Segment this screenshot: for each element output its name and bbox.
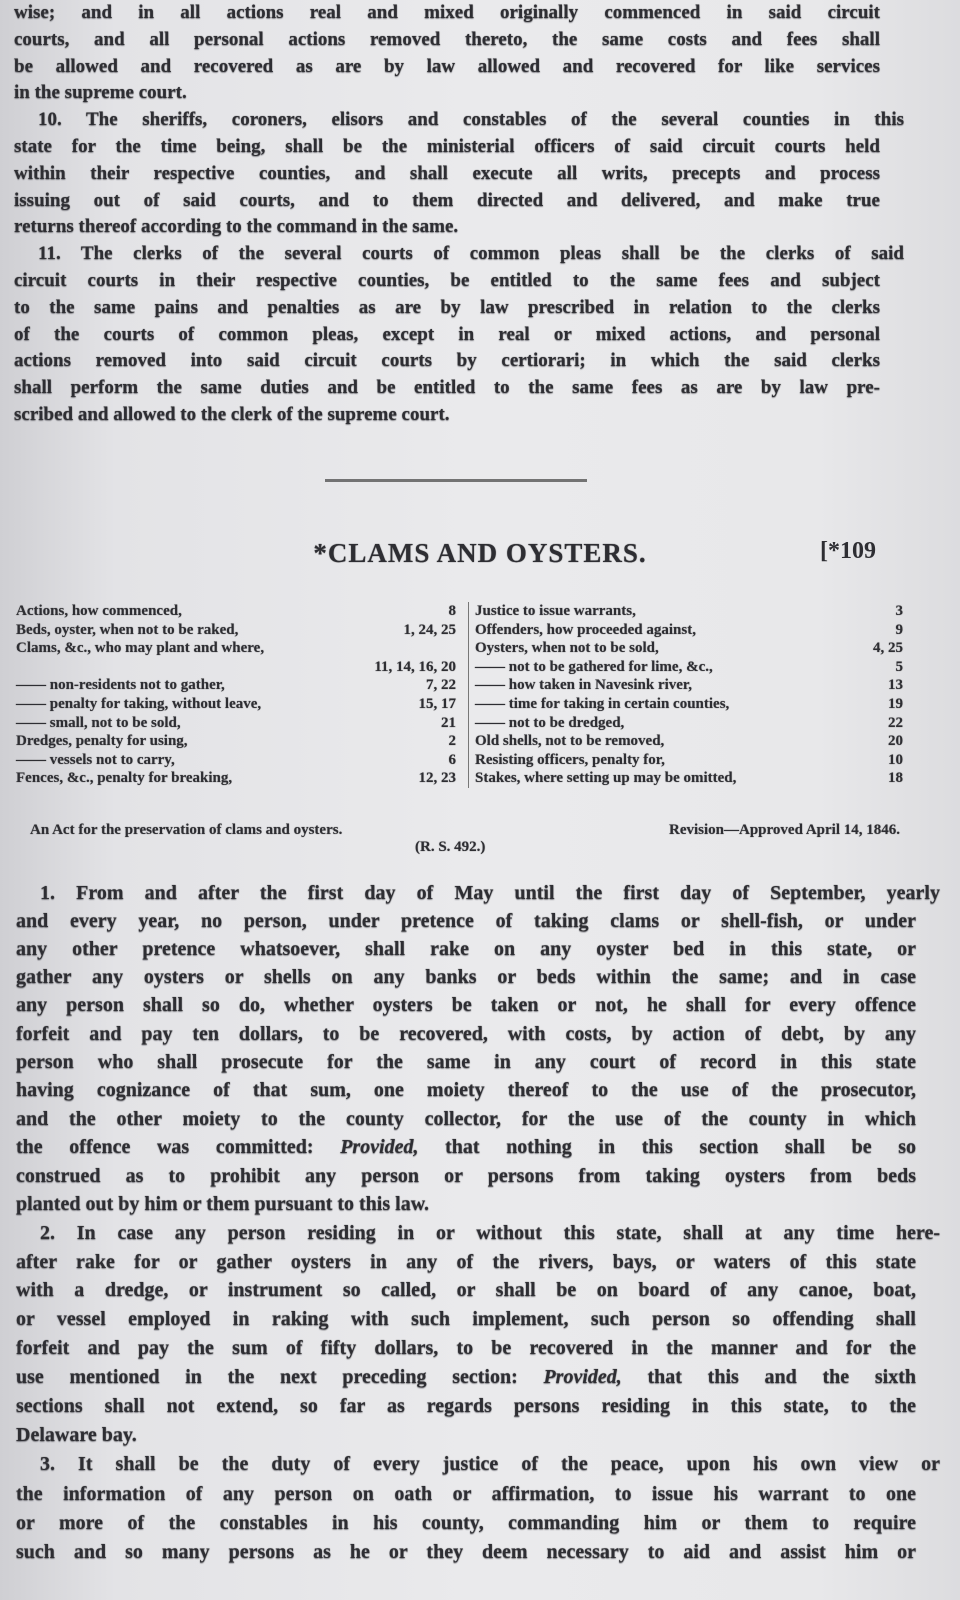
text-segment: forfeit and pay the sum of fifty dollars, to be recovered in the manner and for the — [16, 1337, 916, 1360]
index-row — [475, 621, 903, 640]
text-segment: of the courts of common pleas, except in real or mixed actions, and personal — [14, 323, 880, 345]
index-refs: 10 — [888, 751, 903, 768]
index-refs: 18 — [888, 770, 903, 787]
text-segment: within their respective counties, and shall execute all writs, precepts and process — [14, 162, 880, 184]
text-line — [14, 29, 880, 51]
index-refs: 3 — [895, 603, 903, 619]
index-right-column — [468, 602, 903, 788]
text-line — [14, 270, 880, 292]
index-refs: 7, 22 — [426, 677, 456, 694]
text-segment: state for the time being, shall be the ministerial officers of said circuit courts held — [14, 136, 880, 157]
index-refs: 8 — [448, 603, 456, 619]
text-line — [16, 1453, 940, 1476]
text-segment: wise; and in all actions real and mixed originally commenced in said circuit — [14, 2, 880, 23]
index-refs: 15, 17 — [418, 695, 456, 712]
index-refs: 6 — [448, 751, 456, 768]
text-segment: 11. The clerks of the several courts of common pleas shall be the clerks of said — [38, 243, 904, 265]
text-line — [16, 1395, 916, 1418]
text-line — [14, 377, 880, 399]
text-segment: such and so many persons as he or they deem necessary to aid and assist him or — [16, 1541, 916, 1564]
text-line — [14, 216, 880, 238]
index-row — [16, 769, 456, 788]
text-segment: 2. In case any person residing in or without this state, shall at any time here- — [40, 1221, 940, 1244]
index-row — [16, 602, 456, 621]
text-segment: construed as to prohibit any person or persons from taking oysters from beds — [16, 1164, 916, 1187]
index-refs: 13 — [888, 677, 903, 694]
text-line — [16, 1051, 916, 1074]
index-entry: —— not to be gathered for lime, &c., — [475, 658, 713, 675]
text-segment: shall perform the same duties and be entitled to the same fees as are by law pre- — [14, 377, 880, 399]
index-entry: Old shells, not to be removed, — [475, 733, 665, 750]
text-line — [16, 1366, 916, 1389]
text-line — [14, 404, 880, 426]
text-line — [16, 1308, 916, 1331]
index-refs: 12, 23 — [418, 770, 456, 787]
text-line — [14, 297, 880, 319]
text-segment: returns thereof according to the command in the same. — [14, 216, 459, 238]
index-entry: Resisting officers, penalty for, — [475, 751, 665, 768]
text-line — [16, 1279, 916, 1302]
text-segment: 1. From and after the first day of May until the first day of September, yearly — [40, 882, 940, 904]
index-row — [16, 676, 456, 695]
act-title: An Act for the preservation of clams and oysters. — [30, 822, 343, 838]
text-line — [14, 136, 880, 158]
index-entry: —— vessels not to carry, — [16, 751, 175, 768]
act-citation: (R. S. 492.) — [415, 839, 486, 855]
index-row — [475, 769, 903, 788]
text-line — [14, 2, 880, 24]
index-refs: 19 — [888, 695, 903, 712]
text-segment: having cognizance of that sum, one moiety thereof to the use of the prosecutor, — [16, 1079, 916, 1102]
index-entry: —— non-residents not to gather, — [16, 677, 225, 694]
text-segment: issuing out of said courts, and to them directed and delivered, and make true — [14, 189, 880, 211]
text-line — [14, 324, 880, 346]
text-segment: actions removed into said circuit courts by certiorari; in which the said clerks — [14, 350, 880, 372]
text-line — [16, 966, 916, 989]
index-entry: Fences, &c., penalty for breaking, — [16, 770, 233, 787]
index-row — [475, 714, 903, 733]
index-row — [475, 751, 903, 770]
index-row — [16, 714, 456, 733]
text-segment: and the other moiety to the county collector, for the use of the county in which — [16, 1107, 916, 1130]
text-segment: forfeit and pay ten dollars, to be recovered, with costs, by action of debt, by any — [16, 1022, 916, 1045]
text-segment: and every year, no person, under pretence of taking clams or shell-fish, or under — [16, 910, 916, 932]
text-line — [14, 350, 880, 372]
text-line — [16, 1193, 916, 1216]
index-row — [475, 695, 903, 714]
index-row — [16, 658, 456, 677]
index-entry: Actions, how commenced, — [16, 603, 182, 619]
text-line — [16, 1165, 916, 1188]
section-title: *CLAMS AND OYSTERS. — [313, 538, 647, 568]
index-entry: —— time for taking in certain counties, — [475, 695, 730, 712]
text-line — [16, 1424, 916, 1447]
section-divider — [325, 479, 587, 482]
index-refs: 5 — [895, 658, 903, 675]
index-row — [16, 751, 456, 770]
text-segment: with a dredge, or instrument so called, or shall be on board of any canoe, boat, — [16, 1279, 916, 1302]
text-segment: use mentioned in the next preceding section: — [16, 1366, 544, 1389]
text-line — [16, 1512, 916, 1535]
index-entry: Dredges, penalty for using, — [16, 733, 188, 750]
text-line — [16, 1541, 916, 1564]
index-row — [475, 658, 903, 677]
index-row — [475, 602, 903, 621]
text-segment: after rake for or gather oysters in any of the rivers, bays, or waters of this state — [16, 1250, 916, 1273]
text-line — [16, 1023, 916, 1046]
act-approved: Revision—Approved April 14, 1846. — [669, 822, 900, 838]
page-reference: [*109 — [820, 538, 876, 564]
index-left-column — [16, 602, 456, 788]
index-row — [475, 639, 903, 658]
text-line — [14, 109, 904, 131]
index-entry: —— not to be dredged, — [475, 714, 625, 731]
text-segment: circuit courts in their respective counties, be entitled to the same fees and subject — [14, 270, 880, 291]
index-entry: Clams, &c., who may plant and where, — [16, 640, 265, 657]
text-segment: any other pretence whatsoever, shall rake on any oyster bed in this state, or — [16, 938, 916, 961]
index-refs: 4, 25 — [873, 640, 903, 657]
index-row — [16, 621, 456, 640]
text-line — [16, 994, 916, 1017]
text-segment: Delaware bay. — [16, 1424, 137, 1447]
text-line — [16, 910, 916, 933]
text-segment: that this and the sixth — [621, 1366, 916, 1389]
text-segment: gather any oysters or shells on any banks or beds within the same; and in case — [16, 966, 916, 989]
index-refs: 22 — [888, 714, 903, 731]
index-entry: Offenders, how proceeded against, — [475, 621, 696, 638]
text-line — [14, 82, 880, 104]
index-refs: 9 — [895, 621, 903, 638]
index-refs: 11, 14, 16, 20 — [374, 658, 456, 675]
text-segment: be allowed and recovered as are by law allowed and recovered for like services — [14, 55, 880, 77]
text-line — [16, 1108, 916, 1131]
text-line — [16, 938, 916, 961]
text-segment: sections shall not extend, so far as regards persons residing in this state, to the — [16, 1395, 916, 1418]
text-line — [14, 243, 904, 265]
index-entry: —— penalty for taking, without leave, — [16, 695, 262, 712]
index-row — [475, 732, 903, 751]
text-line — [16, 1251, 916, 1274]
text-line — [14, 190, 880, 212]
text-segment: the information of any person on oath or affirmation, to issue his warrant to one — [16, 1482, 916, 1505]
text-segment: planted out by him or them pursuant to this law. — [16, 1193, 430, 1216]
italic-text: Provided, — [543, 1366, 622, 1389]
text-line — [14, 56, 880, 78]
text-segment: 3. It shall be the duty of every justice of the peace, upon his own view or — [40, 1453, 940, 1476]
text-line — [14, 163, 880, 185]
text-segment: courts, and all personal actions removed thereto, the same costs and fees shall — [14, 28, 880, 50]
index-entry: Justice to issue warrants, — [475, 603, 636, 619]
text-line — [16, 1136, 916, 1159]
text-segment: the offence was committed: — [16, 1136, 341, 1159]
index-refs: 1, 24, 25 — [403, 621, 456, 638]
index-row — [475, 676, 903, 695]
text-segment: any person shall so do, whether oysters be taken or not, he shall for every offence — [16, 994, 916, 1017]
text-line — [16, 1222, 940, 1245]
index-refs: 2 — [448, 733, 456, 750]
text-line — [16, 1483, 916, 1506]
text-line — [16, 1337, 916, 1360]
index-entry: —— small, not to be sold, — [16, 714, 181, 731]
text-line — [16, 1079, 916, 1102]
index-entry: Stakes, where setting up may be omitted, — [475, 770, 737, 787]
index-refs: 20 — [888, 733, 903, 750]
text-segment: or more of the constables in his county, commanding him or them to require — [16, 1511, 916, 1534]
text-segment: or vessel employed in raking with such implement, such person so offending shall — [16, 1308, 916, 1331]
index-row — [16, 732, 456, 751]
text-segment: to the same pains and penalties as are by law prescribed in relation to the clerks — [14, 296, 880, 318]
act-heading — [30, 822, 900, 856]
index-entry: Beds, oyster, when not to be raked, — [16, 621, 239, 638]
text-segment: that nothing in this section shall be so — [418, 1136, 916, 1159]
text-segment: scribed and allowed to the clerk of the supreme court. — [14, 404, 450, 425]
index-refs: 21 — [441, 714, 456, 731]
text-line — [16, 882, 940, 905]
text-segment: 10. The sheriffs, coroners, elisors and constables of the several counties in this — [38, 109, 904, 131]
index-entry: —— how taken in Navesink river, — [475, 677, 692, 694]
index-row — [16, 695, 456, 714]
index-entry: Oysters, when not to be sold, — [475, 640, 659, 657]
text-segment: in the supreme court. — [14, 82, 187, 104]
text-segment: person who shall prosecute for the same in any court of record in this state — [16, 1050, 916, 1073]
italic-text: Provided, — [340, 1136, 419, 1159]
index-row — [16, 639, 456, 658]
